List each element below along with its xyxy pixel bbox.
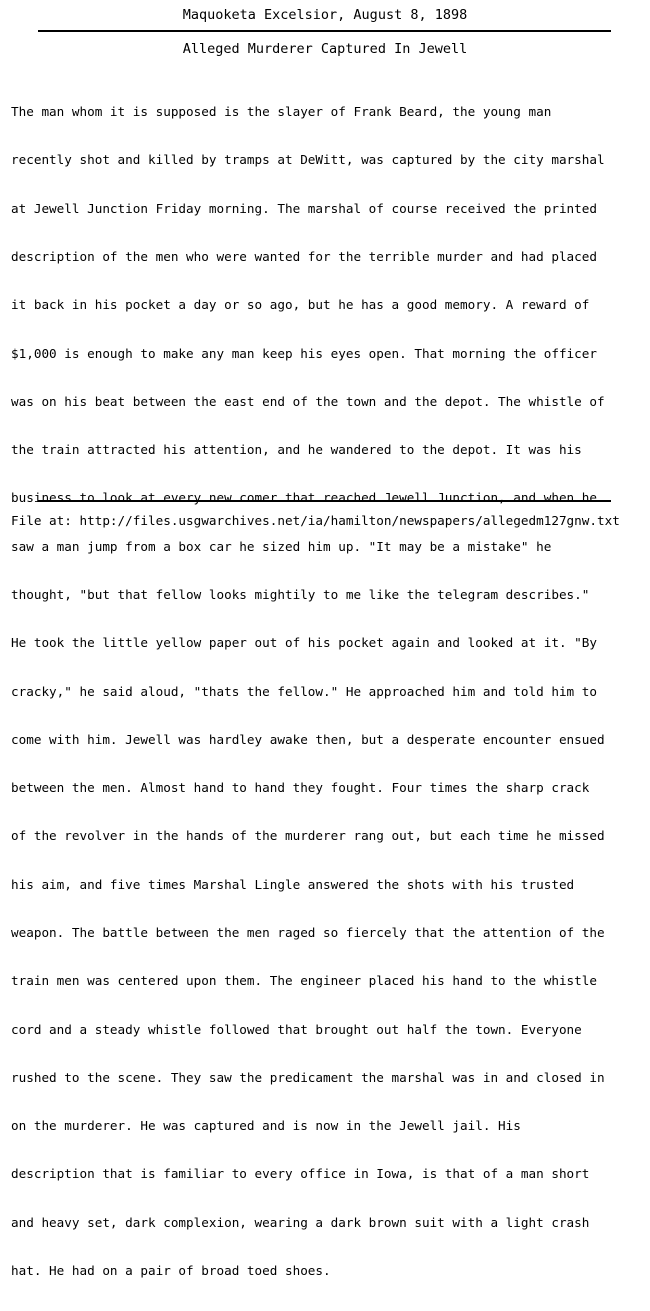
body-line: was on his beat between the east end of the town and the depot. The whistle of <box>11 393 605 409</box>
body-line: thought, "but that fellow looks mightily to me like the telegram describes." <box>11 587 590 602</box>
body-line: $1,000 is enough to make any man keep his eyes open. That morning the officer <box>11 345 597 361</box>
body-line: The man whom it is supposed is the slayer of Frank Beard, the young man <box>11 104 552 120</box>
article-title: Alleged Murderer Captured In Jewell <box>182 41 468 57</box>
file-location: File at: http://files.usgwarchives.net/ia/hamilton/newspapers/allegedm127gnw.txt <box>11 513 620 528</box>
body-line: it back in his pocket a day or so ago, but he has a good memory. A reward of <box>11 297 590 313</box>
body-line: on the murderer. He was captured and is now in the Jewell jail. His <box>11 1118 521 1134</box>
body-line: hat. He had on a pair of broad toed shoes. <box>11 1262 331 1278</box>
article-body <box>11 72 605 1311</box>
body-line: between the men. Almost hand to hand they fought. Four times the sharp crack <box>11 780 590 796</box>
body-line: the train attracted his attention, and he wandered to the depot. It was his <box>11 442 582 458</box>
body-line: weapon. The battle between the men raged so fiercely that the attention of the <box>11 924 605 940</box>
body-line: He took the little yellow paper out of his pocket again and looked at it. "By <box>11 635 597 651</box>
top-divider <box>38 30 611 32</box>
body-line: saw a man jump from a box car he sized him up. "It may be a mistake" he <box>11 538 552 554</box>
body-line: recently shot and killed by tramps at DeWitt, was captured by the city marshal <box>11 152 605 168</box>
body-line: description that is familiar to every office in Iowa, is that of a man short <box>11 1166 590 1182</box>
body-line: cord and a steady whistle followed that brought out half the town. Everyone <box>11 1021 582 1037</box>
body-line: of the revolver in the hands of the murderer rang out, but each time he missed <box>11 828 605 844</box>
body-line: his aim, and five times Marshal Lingle answered the shots with his trusted <box>11 876 575 892</box>
body-line: rushed to the scene. They saw the predicament the marshal was in and closed in <box>11 1069 605 1085</box>
body-line: at Jewell Junction Friday morning. The marshal of course received the printed <box>11 200 597 216</box>
body-line: train men was centered upon them. The engineer placed his hand to the whistle <box>11 973 597 989</box>
publication-header: Maquoketa Excelsior, August 8, 1898 <box>182 7 468 23</box>
body-line: and heavy set, dark complexion, wearing a dark brown suit with a light crash <box>11 1214 590 1230</box>
bottom-divider <box>38 500 611 502</box>
body-line: business to look at every new comer that reached Jewell Junction, and when he <box>11 490 597 506</box>
body-line: description of the men who were wanted for the terrible murder and had placed <box>11 249 597 265</box>
body-line: come with him. Jewell was hardley awake then, but a desperate encounter ensued <box>11 731 605 747</box>
body-line: cracky," he said aloud, "thats the fellow." He approached him and told him to <box>11 683 597 699</box>
